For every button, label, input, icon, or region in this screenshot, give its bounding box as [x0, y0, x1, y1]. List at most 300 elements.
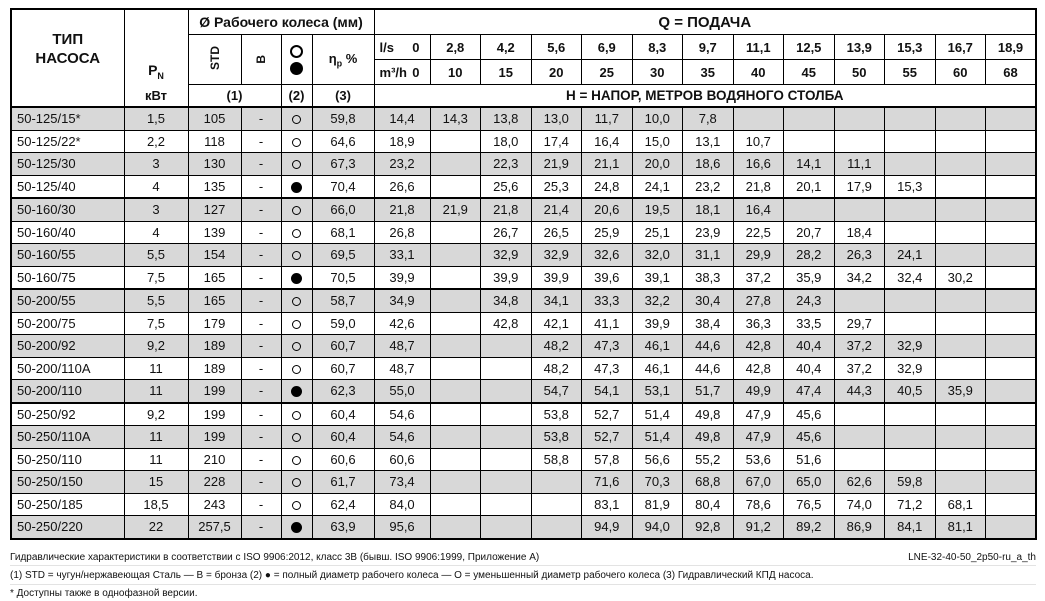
head-value-cell: 11,7 — [582, 107, 633, 130]
head-value-cell: 32,9 — [885, 357, 936, 380]
head-value-cell: 48,2 — [531, 335, 582, 358]
pump-datasheet-table — [10, 8, 1036, 540]
head-value-cell: 35,9 — [784, 266, 835, 289]
head-value-cell: 40,4 — [784, 335, 835, 358]
head-value-cell: 37,2 — [834, 335, 885, 358]
head-value-cell — [531, 471, 582, 494]
std-diameter-cell: 179 — [188, 312, 241, 335]
efficiency-cell: 62,4 — [312, 493, 374, 516]
head-value-cell — [986, 198, 1037, 221]
head-value-cell — [834, 403, 885, 426]
table-row — [11, 198, 1036, 221]
head-value-cell: 70,3 — [632, 471, 683, 494]
head-value-cell — [935, 448, 986, 471]
head-value-cell: 39,9 — [374, 266, 430, 289]
head-value-cell: 83,1 — [582, 493, 633, 516]
reduced-diameter-icon — [292, 456, 301, 465]
std-diameter-cell: 210 — [188, 448, 241, 471]
std-diameter-cell: 165 — [188, 289, 241, 312]
efficiency-cell: 60,4 — [312, 426, 374, 449]
head-value-cell — [885, 403, 936, 426]
table-row — [11, 380, 1036, 403]
head-value-cell — [986, 380, 1037, 403]
head-value-cell: 21,8 — [374, 198, 430, 221]
efficiency-cell: 70,5 — [312, 266, 374, 289]
head-value-cell: 25,3 — [531, 175, 582, 198]
head-value-cell — [935, 357, 986, 380]
head-value-cell: 39,6 — [582, 266, 633, 289]
m3h-value: 60 — [935, 60, 986, 85]
bronze-cell: - — [241, 221, 281, 244]
head-value-cell: 14,1 — [784, 153, 835, 176]
head-value-cell — [481, 516, 532, 539]
table-row — [11, 426, 1036, 449]
efficiency-cell: 62,3 — [312, 380, 374, 403]
impeller-symbol-cell — [281, 357, 312, 380]
head-value-cell — [834, 448, 885, 471]
table-row — [11, 266, 1036, 289]
impeller-symbol-cell — [281, 471, 312, 494]
head-value-cell — [935, 130, 986, 153]
head-value-cell: 60,6 — [374, 448, 430, 471]
head-value-cell: 31,1 — [683, 244, 734, 267]
head-value-cell — [481, 380, 532, 403]
table-row — [11, 448, 1036, 471]
bronze-cell: - — [241, 266, 281, 289]
efficiency-cell: 60,7 — [312, 357, 374, 380]
head-value-cell: 39,9 — [531, 266, 582, 289]
head-value-cell: 11,1 — [834, 153, 885, 176]
head-value-cell — [430, 244, 481, 267]
pump-type-cell: 50-200/75 — [11, 312, 124, 335]
std-column-header — [188, 35, 241, 85]
head-value-cell: 17,4 — [531, 130, 582, 153]
reduced-diameter-icon — [292, 229, 301, 238]
head-value-cell: 52,7 — [582, 426, 633, 449]
head-value-cell — [935, 221, 986, 244]
pump-type-cell: 50-160/55 — [11, 244, 124, 267]
head-value-cell: 62,6 — [834, 471, 885, 494]
head-value-cell — [430, 175, 481, 198]
table-row — [11, 107, 1036, 130]
head-value-cell: 48,2 — [531, 357, 582, 380]
head-value-cell: 32,9 — [885, 335, 936, 358]
ls-value: 11,1 — [733, 35, 784, 60]
head-value-cell: 47,3 — [582, 357, 633, 380]
std-diameter-cell: 199 — [188, 426, 241, 449]
head-value-cell: 24,3 — [784, 289, 835, 312]
bronze-cell: - — [241, 175, 281, 198]
power-cell: 2,2 — [124, 130, 188, 153]
head-value-cell — [935, 471, 986, 494]
head-value-cell: 23,2 — [683, 175, 734, 198]
head-value-cell: 95,6 — [374, 516, 430, 539]
pump-type-cell: 50-200/110A — [11, 357, 124, 380]
head-value-cell: 21,8 — [733, 175, 784, 198]
head-value-cell: 33,5 — [784, 312, 835, 335]
head-value-cell: 40,5 — [885, 380, 936, 403]
head-value-cell: 84,0 — [374, 493, 430, 516]
flow-ls-zero-cell — [374, 35, 430, 60]
head-value-cell: 26,7 — [481, 221, 532, 244]
head-value-cell: 44,6 — [683, 357, 734, 380]
head-value-cell — [430, 335, 481, 358]
head-value-cell: 36,3 — [733, 312, 784, 335]
head-value-cell: 26,3 — [834, 244, 885, 267]
head-value-cell: 33,3 — [582, 289, 633, 312]
efficiency-cell: 60,7 — [312, 335, 374, 358]
impeller-symbol-cell — [281, 516, 312, 539]
head-value-cell: 24,1 — [632, 175, 683, 198]
table-row — [11, 403, 1036, 426]
m3h-value: 25 — [582, 60, 633, 85]
head-value-cell: 21,8 — [481, 198, 532, 221]
table-row — [11, 357, 1036, 380]
power-cell: 18,5 — [124, 493, 188, 516]
head-value-cell: 30,4 — [683, 289, 734, 312]
head-value-cell: 13,1 — [683, 130, 734, 153]
head-value-cell — [481, 493, 532, 516]
m3h-value: 68 — [986, 60, 1037, 85]
bronze-cell: - — [241, 289, 281, 312]
head-value-cell: 20,0 — [632, 153, 683, 176]
head-value-cell: 39,9 — [481, 266, 532, 289]
efficiency-cell: 67,3 — [312, 153, 374, 176]
head-value-cell: 53,8 — [531, 426, 582, 449]
head-value-cell — [986, 175, 1037, 198]
m3h-zero-value: 0 — [412, 64, 420, 80]
head-value-cell — [430, 221, 481, 244]
head-value-cell — [430, 448, 481, 471]
impeller-symbol-cell — [281, 312, 312, 335]
power-cell: 11 — [124, 426, 188, 449]
pump-type-cell: 50-250/220 — [11, 516, 124, 539]
head-value-cell — [986, 266, 1037, 289]
head-value-cell: 21,4 — [531, 198, 582, 221]
head-value-cell: 45,6 — [784, 426, 835, 449]
bronze-cell: - — [241, 493, 281, 516]
head-value-cell — [986, 335, 1037, 358]
head-value-cell — [784, 107, 835, 130]
head-value-cell: 34,2 — [834, 266, 885, 289]
head-value-cell: 30,2 — [935, 266, 986, 289]
power-cell: 1,5 — [124, 107, 188, 130]
reduced-diameter-icon — [292, 433, 301, 442]
head-value-cell — [430, 426, 481, 449]
head-value-cell — [885, 198, 936, 221]
table-row — [11, 335, 1036, 358]
impeller-symbol-cell — [281, 335, 312, 358]
pump-performance-table — [10, 8, 1037, 540]
head-value-cell: 54,6 — [374, 426, 430, 449]
efficiency-cell: 58,7 — [312, 289, 374, 312]
head-value-cell: 53,8 — [531, 403, 582, 426]
m3h-value: 20 — [531, 60, 582, 85]
bronze-cell: - — [241, 380, 281, 403]
bronze-cell: - — [241, 312, 281, 335]
reduced-diameter-icon — [292, 501, 301, 510]
pump-type-cell: 50-250/185 — [11, 493, 124, 516]
head-value-cell — [885, 130, 936, 153]
impeller-diameter-header: Ø Рабочего колеса (мм) — [188, 9, 374, 35]
reduced-diameter-icon — [292, 115, 301, 124]
head-value-cell: 35,9 — [935, 380, 986, 403]
head-value-cell: 53,1 — [632, 380, 683, 403]
footnote-3-cell: (3) — [312, 85, 374, 108]
head-value-cell — [430, 493, 481, 516]
bronze-cell: - — [241, 244, 281, 267]
head-value-cell: 20,1 — [784, 175, 835, 198]
head-value-cell — [885, 312, 936, 335]
footnote-1-cell: (1) — [188, 85, 281, 108]
ls-label: l/s — [379, 39, 394, 55]
head-value-cell: 16,4 — [582, 130, 633, 153]
head-value-cell: 38,3 — [683, 266, 734, 289]
head-value-cell: 68,8 — [683, 471, 734, 494]
head-value-cell — [481, 357, 532, 380]
impeller-symbol-cell — [281, 448, 312, 471]
bronze-column-header — [241, 35, 281, 85]
m3h-label: m³/h — [379, 64, 407, 80]
head-value-cell — [935, 244, 986, 267]
head-value-cell: 48,7 — [374, 357, 430, 380]
head-value-cell — [834, 426, 885, 449]
head-value-cell — [784, 198, 835, 221]
pump-type-cell: 50-250/92 — [11, 403, 124, 426]
std-diameter-cell: 105 — [188, 107, 241, 130]
head-value-cell: 26,8 — [374, 221, 430, 244]
head-value-cell: 25,1 — [632, 221, 683, 244]
efficiency-cell: 60,6 — [312, 448, 374, 471]
head-value-cell — [430, 403, 481, 426]
head-value-cell: 17,9 — [834, 175, 885, 198]
impeller-symbol-cell — [281, 198, 312, 221]
reduced-diameter-icon — [292, 342, 301, 351]
table-row — [11, 312, 1036, 335]
pump-table-body — [11, 107, 1036, 539]
head-value-cell — [834, 289, 885, 312]
efficiency-cell: 68,1 — [312, 221, 374, 244]
impeller-symbol-cell — [281, 130, 312, 153]
head-value-cell: 25,9 — [582, 221, 633, 244]
head-value-cell — [986, 516, 1037, 539]
m3h-value: 50 — [834, 60, 885, 85]
head-value-cell — [430, 312, 481, 335]
head-value-cell: 81,9 — [632, 493, 683, 516]
full-diameter-icon — [291, 182, 302, 193]
head-value-cell — [935, 312, 986, 335]
head-value-cell: 71,6 — [582, 471, 633, 494]
head-value-cell: 51,6 — [784, 448, 835, 471]
efficiency-cell: 59,8 — [312, 107, 374, 130]
head-value-cell: 37,2 — [733, 266, 784, 289]
power-cell: 11 — [124, 357, 188, 380]
efficiency-cell: 59,0 — [312, 312, 374, 335]
power-cell: 3 — [124, 153, 188, 176]
head-value-cell: 18,0 — [481, 130, 532, 153]
head-value-cell: 10,0 — [632, 107, 683, 130]
reduced-diameter-icon — [292, 206, 301, 215]
std-diameter-cell: 130 — [188, 153, 241, 176]
head-value-cell: 14,3 — [430, 107, 481, 130]
efficiency-header — [312, 35, 374, 85]
ls-value: 9,7 — [683, 35, 734, 60]
head-header: Н = НАПОР, МЕТРОВ ВОДЯНОГО СТОЛБА — [374, 85, 1036, 108]
impeller-symbol-cell — [281, 107, 312, 130]
head-value-cell — [986, 493, 1037, 516]
power-unit-cell: кВт — [124, 85, 188, 108]
efficiency-cell: 64,6 — [312, 130, 374, 153]
head-value-cell: 39,9 — [632, 312, 683, 335]
impeller-symbol-cell — [281, 403, 312, 426]
head-value-cell: 24,1 — [885, 244, 936, 267]
bronze-cell: - — [241, 107, 281, 130]
eta-unit: % — [345, 50, 358, 66]
head-value-cell — [885, 107, 936, 130]
head-value-cell: 44,6 — [683, 335, 734, 358]
head-value-cell: 16,6 — [733, 153, 784, 176]
std-diameter-cell: 154 — [188, 244, 241, 267]
head-value-cell: 86,9 — [834, 516, 885, 539]
head-value-cell — [481, 403, 532, 426]
bronze-cell: - — [241, 357, 281, 380]
head-value-cell: 68,1 — [935, 493, 986, 516]
head-value-cell: 32,9 — [531, 244, 582, 267]
pump-type-cell: 50-160/30 — [11, 198, 124, 221]
power-header — [124, 9, 188, 85]
efficiency-cell: 61,7 — [312, 471, 374, 494]
pump-type-cell: 50-125/22* — [11, 130, 124, 153]
head-value-cell — [986, 448, 1037, 471]
head-value-cell: 76,5 — [784, 493, 835, 516]
std-diameter-cell: 139 — [188, 221, 241, 244]
ls-value: 8,3 — [632, 35, 683, 60]
m3h-value: 30 — [632, 60, 683, 85]
head-value-cell: 46,1 — [632, 357, 683, 380]
head-value-cell — [885, 448, 936, 471]
power-cell: 22 — [124, 516, 188, 539]
ls-value: 16,7 — [935, 35, 986, 60]
pump-type-cell: 50-125/30 — [11, 153, 124, 176]
full-diameter-icon — [291, 273, 302, 284]
head-value-cell: 71,2 — [885, 493, 936, 516]
pump-type-cell: 50-250/110A — [11, 426, 124, 449]
head-value-cell: 20,6 — [582, 198, 633, 221]
std-diameter-cell: 127 — [188, 198, 241, 221]
head-value-cell: 56,6 — [632, 448, 683, 471]
power-cell: 15 — [124, 471, 188, 494]
power-cell: 7,5 — [124, 266, 188, 289]
power-cell: 7,5 — [124, 312, 188, 335]
head-value-cell — [531, 516, 582, 539]
efficiency-cell: 60,4 — [312, 403, 374, 426]
head-value-cell: 81,1 — [935, 516, 986, 539]
head-value-cell: 47,9 — [733, 426, 784, 449]
table-row — [11, 471, 1036, 494]
head-value-cell — [986, 221, 1037, 244]
head-value-cell: 53,6 — [733, 448, 784, 471]
head-value-cell: 10,7 — [733, 130, 784, 153]
head-value-cell: 54,7 — [531, 380, 582, 403]
head-value-cell: 22,5 — [733, 221, 784, 244]
bronze-cell: - — [241, 198, 281, 221]
head-value-cell — [481, 426, 532, 449]
head-value-cell: 42,8 — [733, 335, 784, 358]
head-value-cell: 41,1 — [582, 312, 633, 335]
head-value-cell — [986, 289, 1037, 312]
power-cell: 5,5 — [124, 289, 188, 312]
head-value-cell: 51,7 — [683, 380, 734, 403]
efficiency-cell: 70,4 — [312, 175, 374, 198]
head-value-cell: 34,1 — [531, 289, 582, 312]
head-value-cell — [834, 130, 885, 153]
head-value-cell: 20,7 — [784, 221, 835, 244]
head-value-cell — [481, 335, 532, 358]
pump-type-cell: 50-200/55 — [11, 289, 124, 312]
impeller-symbol-cell — [281, 380, 312, 403]
head-value-cell — [935, 153, 986, 176]
ls-value: 13,9 — [834, 35, 885, 60]
head-value-cell: 47,3 — [582, 335, 633, 358]
head-value-cell — [481, 448, 532, 471]
head-value-cell: 34,9 — [374, 289, 430, 312]
power-cell: 9,2 — [124, 403, 188, 426]
std-diameter-cell: 199 — [188, 380, 241, 403]
head-value-cell: 92,8 — [683, 516, 734, 539]
head-value-cell — [531, 493, 582, 516]
pump-type-header-line1: ТИП — [52, 30, 84, 48]
head-value-cell: 89,2 — [784, 516, 835, 539]
head-value-cell: 16,4 — [733, 198, 784, 221]
head-value-cell — [885, 426, 936, 449]
head-value-cell — [733, 107, 784, 130]
head-value-cell: 18,6 — [683, 153, 734, 176]
head-value-cell — [430, 471, 481, 494]
head-value-cell: 42,8 — [481, 312, 532, 335]
table-row — [11, 289, 1036, 312]
head-value-cell: 32,4 — [885, 266, 936, 289]
std-label: STD — [207, 46, 222, 70]
table-row — [11, 516, 1036, 539]
head-value-cell: 19,5 — [632, 198, 683, 221]
head-value-cell — [986, 403, 1037, 426]
reduced-diameter-icon — [292, 365, 301, 374]
std-diameter-cell: 118 — [188, 130, 241, 153]
head-value-cell: 49,8 — [683, 426, 734, 449]
head-value-cell: 18,9 — [374, 130, 430, 153]
std-diameter-cell: 243 — [188, 493, 241, 516]
table-row — [11, 130, 1036, 153]
head-value-cell — [784, 130, 835, 153]
asterisk-note: * Доступны также в однофазной версии. — [10, 587, 198, 599]
m3h-value: 15 — [481, 60, 532, 85]
power-cell: 5,5 — [124, 244, 188, 267]
head-value-cell: 28,2 — [784, 244, 835, 267]
head-value-cell — [986, 357, 1037, 380]
head-value-cell: 94,0 — [632, 516, 683, 539]
head-value-cell — [430, 357, 481, 380]
pump-type-cell: 50-160/75 — [11, 266, 124, 289]
head-value-cell: 32,6 — [582, 244, 633, 267]
head-value-cell: 32,9 — [481, 244, 532, 267]
table-row — [11, 175, 1036, 198]
head-value-cell — [986, 471, 1037, 494]
head-value-cell: 22,3 — [481, 153, 532, 176]
pump-type-cell: 50-125/15* — [11, 107, 124, 130]
efficiency-cell: 66,0 — [312, 198, 374, 221]
impeller-symbol-cell — [281, 175, 312, 198]
reduced-diameter-icon — [292, 138, 301, 147]
